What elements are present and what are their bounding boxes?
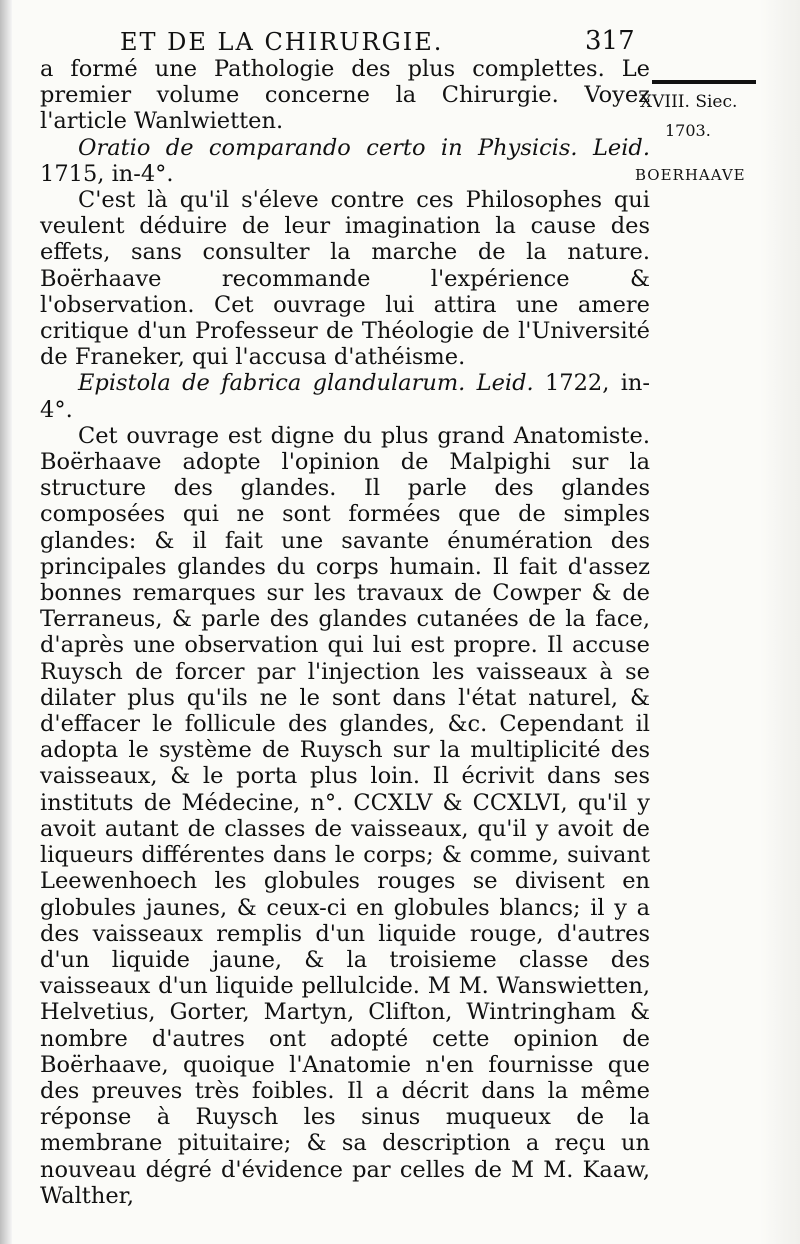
- margin-note-name: BOERHAAVE: [635, 166, 746, 184]
- margin-note-century: XVIII. Siec.: [640, 92, 738, 112]
- work-title-oratio: [40, 135, 650, 187]
- body-text: [40, 56, 650, 1209]
- margin-rule: [652, 80, 756, 84]
- paragraph-continuation: a formé une Pathologie des plus complettes. Le premier volume concerne la Chirurgie. Voyez l'article Wanlwietten.: [40, 56, 650, 135]
- title-details: 1715, in-4°.: [40, 160, 174, 187]
- margin-note-year: 1703.: [665, 121, 711, 140]
- page-gutter-shadow: [0, 0, 12, 1244]
- paragraph-oratio-commentary: C'est là qu'il s'éleve contre ces Philosophes qui veulent déduire de leur imagination la cause des effets, sans consulter la marche de la nature. Boërhaave recommande l'expérience & l'observation. Cet ouvrage lui attira une amere critique d'un Professeur de Théologie de l'Université de Franeker, qui l'accusa d'athéisme.: [40, 187, 650, 371]
- running-head: ET DE LA CHIRURGIE.: [120, 28, 444, 56]
- title-italic: Oratio de comparando certo in Physicis. Leid.: [78, 134, 650, 161]
- page-edge: [760, 0, 800, 1244]
- paragraph-epistola-commentary: Cet ouvrage est digne du plus grand Anatomiste. Boërhaave adopte l'opinion de Malpighi sur la structure des glandes. Il parle des glandes composées qui ne sont formées que de simples glandes: & il fait une savante énumération des principales glandes du corps humain. Il fait d'assez bonnes remarques sur les travaux de Cowper & de Terraneus, & parle des glandes cutanées de la face, d'après une observation qui lui est propre. Il accuse Ruysch de forcer par l'injection les vaisseaux à se dilater plus qu'ils ne le sont dans l'état naturel, & d'effacer le follicule des glandes, &c. Cependant il adopta le système de Ruysch sur la multiplicité des vaisseaux, & le porta plus loin. Il écrivit dans ses instituts de Médecine, n°. CCXLV & CCXLVI, qu'il y avoit autant de classes de vaisseaux, qu'il y avoit de liqueurs différentes dans le corps; & comme, suivant Leewenhoech les globules rouges se divisent en globules jaunes, & ceux-ci en globules blancs; il y a des vaisseaux remplis d'un liquide rouge, d'autres d'un liquide jaune, & la troisieme classe des vaisseaux d'un liquide pellulcide. M M. Wanswietten, Helvetius, Gorter, Martyn, Clifton, Wintringham & nombre d'autres ont adopté cette opinion de Boërhaave, quoique l'Anatomie n'en fournisse que des preuves très foibles. Il a décrit dans la même réponse à Ruysch les sinus muqueux de la membrane pituitaire; & sa description a reçu un nouveau dégré d'évidence par celles de M M. Kaaw, Walther,: [40, 422, 650, 1209]
- title-italic: Epistola de fabrica glandularum. Leid.: [78, 370, 534, 397]
- work-title-epistola: [40, 370, 650, 422]
- title-details: 1722, in-4°.: [40, 370, 650, 423]
- page-number: 317: [585, 26, 635, 56]
